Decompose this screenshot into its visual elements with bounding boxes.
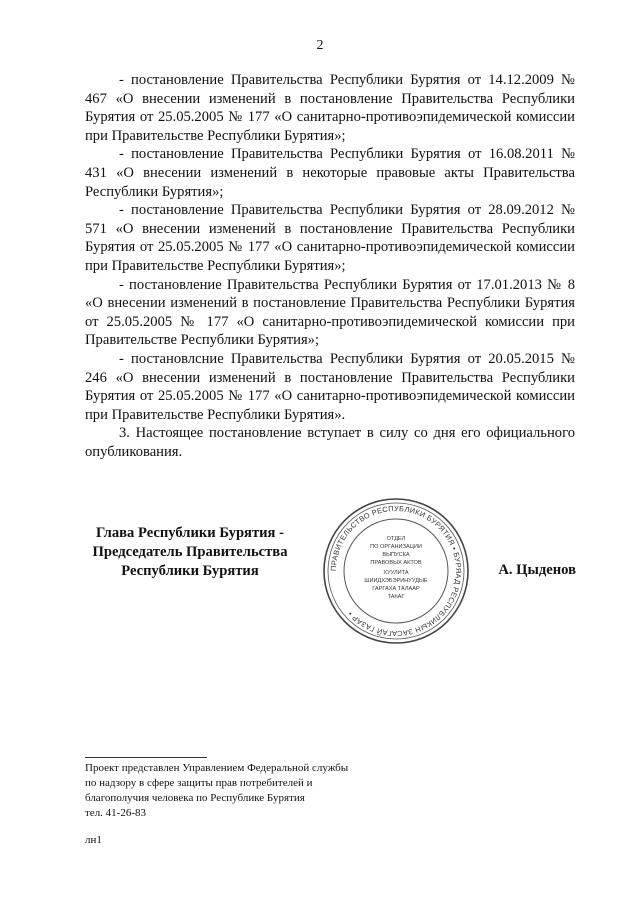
seal-center-line: ТАһАГ [387,594,405,600]
footnote-phone: тел. 41-26-83 [85,807,147,819]
seal-center-line: ОТДЕЛ [386,536,406,542]
signer-name: А. Цыденов [498,562,576,578]
footnote-divider [85,757,207,758]
official-seal [321,496,471,646]
footnote [85,761,415,821]
seal-center-line: ПО ОРГАНИЗАЦИИ [370,544,422,550]
page-number: 2 [316,38,324,53]
signer-title-line: Председатель Правительства [92,544,288,560]
signer-title-line: Глава Республики Бурятия - [96,525,284,541]
decree-list [85,71,575,424]
seal-center-line: ПРАВОВЫХ АКТОВ [370,560,422,566]
decree-item-2009: - постановление Правительства Республики Бурятия от 14.12.2009 № 467 «О внесении изменений в постановление Правительства Республики Бурятия от 25.05.2005 № 177 «О санитарно-противоэпидемической комиссии при Правительстве Республики Бурятия»; [85,72,575,144]
seal-ring-text: ПРАВИТЕЛЬСТВО РЕСПУБЛИКИ БУРЯТИЯ • БУРЯАД РЕСПУБЛИКЫН ЗАСАГАЙ ГАЗАР • [328,503,464,639]
signer-title-line: Республики Бурятия [121,563,259,579]
seal-center-line: ХУУЛИТА [383,570,409,576]
signer-title [85,524,295,581]
document-ref-code: лн1 [85,834,102,846]
seal-center-line: ГАРГАХА ТАЛААР [372,586,420,592]
seal-center-line: ШИИДХЭБЭРИНУУДЫЕ [364,578,428,584]
footnote-line: благополучия человека по Республике Бурятия [85,792,305,804]
decree-item-2013: - постановление Правительства Республики Бурятия от 17.01.2013 № 8 «О внесении изменений в постановление Правительства Республики Бурятия от 25.05.2005 № 177 «О санитарно-противоэпидемической комиссии при Правительстве Республики Бурятия»; [85,276,575,349]
decree-item-2012: - постановление Правительства Республики Бурятия от 28.09.2012 № 571 «О внесении изменений в постановление Правительства Республики Бурятия от 25.05.2005 № 177 «О санитарно-противоэпидемической комиссии при Правительстве Республики Бурятия»; [85,202,575,274]
footnote-line: Проект представлен Управлением Федеральной службы [85,762,349,774]
seal-center-line: ВЫПУСКА [382,552,410,558]
decree-item-2015: - постановлсние Правительства Республики Бурятия от 20.05.2015 № 246 «О внесении изменений в постановление Правительства Республики Бурятия от 25.05.2005 № 177 «О санитарно-противоэпидемической комиссии при Правительстве Республики Бурятия». [85,350,575,423]
footnote-line: по надзору в сфере защиты прав потребителей и [85,777,313,789]
decree-item-2011: - постановление Правительства Республики Бурятия от 16.08.2011 № 431 «О внесении изменений в некоторые правовые акты Правительства Республики Бурятия»; [85,146,575,200]
effective-date-clause: 3. Настоящее постановление вступает в силу со дня его официального опубликования. [85,425,575,460]
